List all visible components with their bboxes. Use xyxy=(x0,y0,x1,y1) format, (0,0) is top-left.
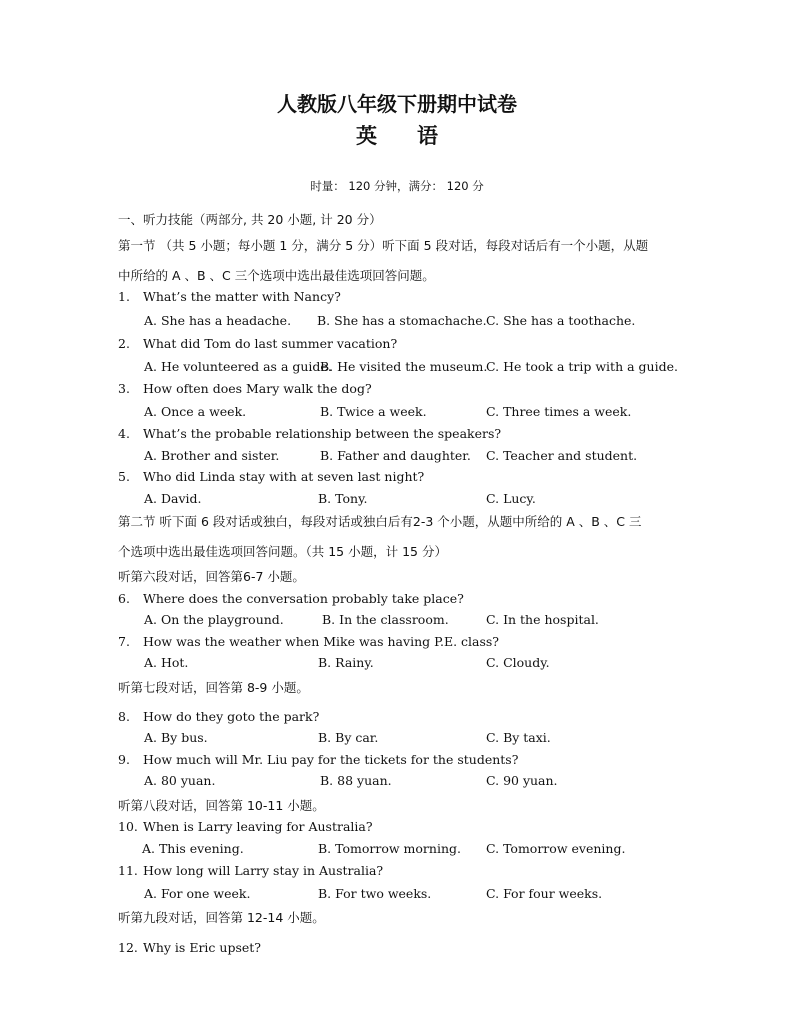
dialog-instruction: 听第九段对话，回答第 12-14 小题。 xyxy=(118,910,325,925)
option-b: B. Tomorrow morning. xyxy=(318,841,461,856)
question-text: How much will Mr. Liu pay for the tickets for the students? xyxy=(143,752,519,767)
question-number: 5. xyxy=(118,469,130,484)
question-number: 10. xyxy=(118,819,138,834)
option-b: B. Rainy. xyxy=(318,655,374,670)
dialog-instruction: 听第七段对话，回答第 8-9 小题。 xyxy=(118,680,309,695)
section2-instruction-line1: 第二节 听下面 6 段对话或独白，每段对话或独白后有2-3 个小题，从题中所给的 A 、B 、C 三 xyxy=(118,514,642,529)
option-c: C. She has a toothache. xyxy=(486,313,636,328)
question-number: 6. xyxy=(118,591,130,606)
option-c: C. He took a trip with a guide. xyxy=(486,359,678,374)
question-number: 2. xyxy=(118,336,130,351)
question xyxy=(118,289,341,304)
option-b: B. 88 yuan. xyxy=(320,773,392,788)
question-text: How do they goto the park? xyxy=(143,709,320,724)
option-c: C. Tomorrow evening. xyxy=(486,841,626,856)
question xyxy=(118,819,373,834)
question xyxy=(118,940,261,955)
exam-meta: 时量： 120 分钟，满分： 120 分 xyxy=(310,179,484,193)
question-number: 12. xyxy=(118,940,138,955)
option-c: C. For four weeks. xyxy=(486,886,603,901)
option-a: A. She has a headache. xyxy=(144,313,292,328)
option-b: B. Tony. xyxy=(318,491,368,506)
question-number: 4. xyxy=(118,426,130,441)
question-text: Why is Eric upset? xyxy=(143,940,261,955)
option-b: B. In the classroom. xyxy=(322,612,449,627)
part1-heading: 一、听力技能（两部分, 共 20 小题, 计 20 分） xyxy=(118,212,382,227)
option-c: C. In the hospital. xyxy=(486,612,599,627)
option-b: B. She has a stomachache. xyxy=(317,313,487,328)
option-a: A. He volunteered as a guide. xyxy=(144,359,332,374)
question xyxy=(118,591,464,606)
question-number: 7. xyxy=(118,634,130,649)
option-c: C. By taxi. xyxy=(486,730,551,745)
question-text: How was the weather when Mike was having P.E. class? xyxy=(143,634,499,649)
dialog-instruction: 听第八段对话，回答第 10-11 小题。 xyxy=(118,798,325,813)
question-text: What did Tom do last summer vacation? xyxy=(143,336,398,351)
question-text: Where does the conversation probably take place? xyxy=(143,591,464,606)
section1-instruction-line1: 第一节 （共 5 小题；每小题 1 分，满分 5 分）听下面 5 段对话，每段对话后有一个小题，从题 xyxy=(118,238,649,253)
question xyxy=(118,426,501,441)
question xyxy=(118,634,499,649)
question xyxy=(118,336,397,351)
question xyxy=(118,863,383,878)
section1-instruction-line2: 中所给的 A 、B 、C 三个选项中选出最佳选项回答问题。 xyxy=(118,268,435,283)
option-b: B. By car. xyxy=(318,730,379,745)
option-c: C. Teacher and student. xyxy=(486,448,638,463)
question-text: Who did Linda stay with at seven last night? xyxy=(143,469,425,484)
question xyxy=(118,469,424,484)
exam-subject: 英语 xyxy=(356,124,478,148)
option-a: A. David. xyxy=(144,491,202,506)
question xyxy=(118,381,372,396)
question-number: 1. xyxy=(118,289,130,304)
option-c: C. 90 yuan. xyxy=(486,773,558,788)
section2-instruction-line2: 个选项中选出最佳选项回答问题。（共 15 小题，计 15 分） xyxy=(118,544,447,559)
option-b: B. Father and daughter. xyxy=(320,448,471,463)
option-c: C. Three times a week. xyxy=(486,404,632,419)
option-a: A. 80 yuan. xyxy=(144,773,216,788)
option-a: A. By bus. xyxy=(144,730,208,745)
option-b: B. He visited the museum. xyxy=(320,359,488,374)
option-a: A. Brother and sister. xyxy=(144,448,280,463)
question-text: What’s the matter with Nancy? xyxy=(143,289,341,304)
question-text: How often does Mary walk the dog? xyxy=(143,381,372,396)
option-a: A. On the playground. xyxy=(144,612,284,627)
question-text: When is Larry leaving for Australia? xyxy=(143,819,373,834)
option-a: A. Once a week. xyxy=(144,404,247,419)
question xyxy=(118,709,319,724)
option-b: B. For two weeks. xyxy=(318,886,432,901)
question-number: 8. xyxy=(118,709,130,724)
option-a: A. For one week. xyxy=(144,886,251,901)
option-c: C. Lucy. xyxy=(486,491,536,506)
option-a: A. Hot. xyxy=(144,655,189,670)
option-a: A. This evening. xyxy=(142,841,244,856)
exam-title: 人教版八年级下册期中试卷 xyxy=(277,92,517,116)
question-number: 11. xyxy=(118,863,138,878)
question-number: 9. xyxy=(118,752,130,767)
option-c: C. Cloudy. xyxy=(486,655,550,670)
option-b: B. Twice a week. xyxy=(320,404,427,419)
question-text: What’s the probable relationship between the speakers? xyxy=(143,426,502,441)
question-text: How long will Larry stay in Australia? xyxy=(143,863,384,878)
dialog-instruction: 听第六段对话，回答第6-7 小题。 xyxy=(118,569,305,584)
question xyxy=(118,752,518,767)
question-number: 3. xyxy=(118,381,130,396)
